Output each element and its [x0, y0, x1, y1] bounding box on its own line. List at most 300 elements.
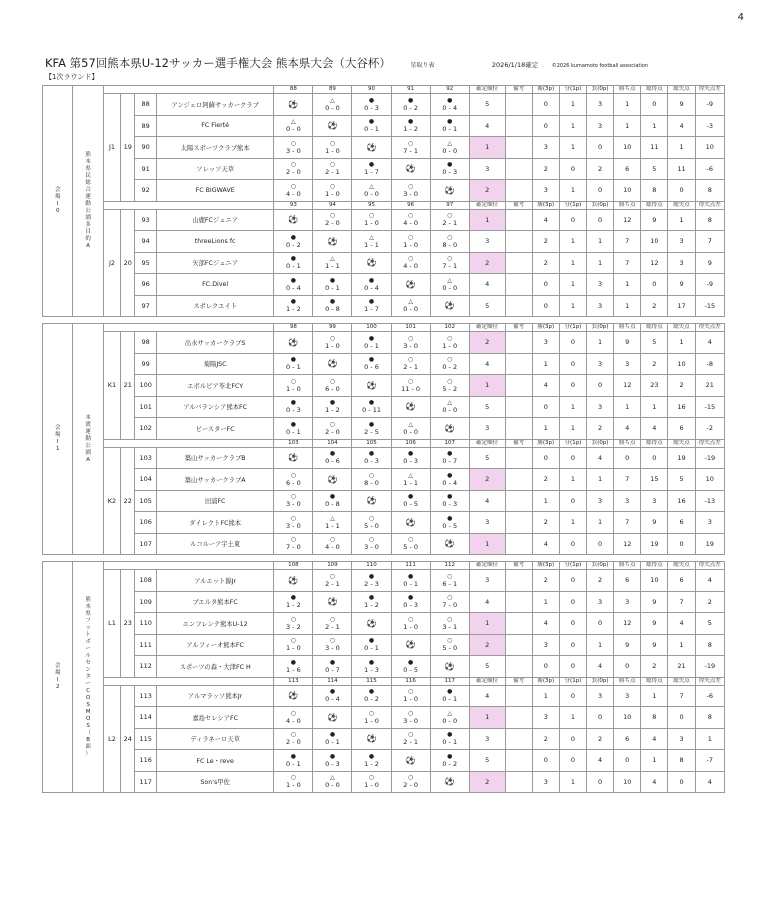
stat-gf: 4: [641, 728, 668, 750]
stat-w: 1: [532, 490, 559, 512]
stat-l: 2: [587, 158, 614, 180]
match-result: [274, 158, 313, 180]
stat-d: 1: [559, 137, 586, 159]
match-result: [391, 447, 430, 469]
stat-pts: 3: [614, 353, 641, 375]
match-result: [313, 512, 352, 534]
stat-gd: 8: [695, 209, 724, 231]
result-symbol: ○: [447, 615, 453, 623]
match-score: 4 - 0: [325, 543, 340, 552]
opponent-col-header: 89: [313, 86, 352, 94]
match-score: 6 - 0: [325, 384, 340, 393]
stat-pts: 7: [614, 252, 641, 274]
match-result: [430, 353, 469, 375]
stat-pts: 3: [614, 685, 641, 707]
stat-col-header: 負(0p): [587, 562, 614, 570]
result-symbol: ●: [408, 450, 414, 458]
stat-w: 0: [532, 447, 559, 469]
match-result: [391, 180, 430, 202]
result-symbol: ○: [329, 615, 336, 623]
stat-col-header: 確定順位: [469, 439, 505, 447]
stat-d: 0: [559, 570, 586, 592]
stat-ga: 7: [668, 685, 695, 707]
result-symbol: ○: [290, 731, 296, 739]
stat-col-header: 分(1p): [559, 86, 586, 94]
stat-pts: 12: [614, 613, 641, 635]
match-score: 0 - 1: [285, 427, 301, 436]
match-score: 0 - 1: [325, 283, 340, 292]
match-score: 2 - 0: [285, 738, 301, 747]
stat-gd: 3: [695, 512, 724, 534]
stat-gf: 2: [641, 353, 668, 375]
stat-w: 2: [532, 728, 559, 750]
stat-ga: 0: [668, 180, 695, 202]
match-score: 0 - 4: [442, 478, 458, 487]
opponent-col-header: 100: [352, 324, 391, 332]
stat-ga: 6: [668, 570, 695, 592]
stat-w: 1: [532, 353, 559, 375]
match-score: 5 - 0: [364, 521, 379, 530]
match-result: [352, 332, 391, 354]
stat-col-header: 総失点: [668, 324, 695, 332]
result-symbol: ○: [290, 536, 296, 544]
result-symbol: ○: [290, 774, 296, 782]
match-result: [391, 209, 430, 231]
team-name: アルバランシア熊本FC: [157, 396, 274, 418]
stat-d: 0: [559, 591, 586, 613]
match-score: 7 - 0: [442, 601, 458, 610]
team-row: [43, 158, 725, 180]
match-score: 0 - 7: [325, 665, 340, 674]
stat-ga: 1: [668, 137, 695, 159]
result-symbol: ○: [329, 161, 336, 169]
stat-d: 1: [559, 771, 586, 793]
team-number: 95: [135, 252, 157, 274]
opponent-col-header: 115: [352, 677, 391, 685]
match-result: [391, 332, 430, 354]
match-result: [391, 295, 430, 317]
stat-pts: 1: [614, 274, 641, 296]
result-symbol: ●: [368, 276, 375, 284]
stat-gf: 4: [641, 771, 668, 793]
match-score: 1 - 2: [325, 406, 340, 415]
final-rank: 5: [469, 656, 505, 678]
result-symbol: ●: [447, 450, 453, 458]
match-result: [274, 490, 313, 512]
stat-w: 4: [532, 533, 559, 555]
team-number: 104: [135, 469, 157, 491]
remarks: [505, 447, 532, 469]
team-name: FC Le・reve: [157, 750, 274, 772]
final-rank: 3: [469, 728, 505, 750]
self-match-icon: ⚽: [391, 274, 430, 296]
stat-w: 3: [532, 180, 559, 202]
group-header-row: [43, 201, 725, 209]
stat-ga: 1: [668, 332, 695, 354]
result-symbol: ●: [368, 96, 375, 104]
match-result: [313, 613, 352, 635]
self-match-icon: ⚽: [391, 750, 430, 772]
match-result: [391, 771, 430, 793]
stat-l: 0: [587, 209, 614, 231]
self-match-icon: ⚽: [352, 375, 391, 397]
match-score: 8 - 0: [364, 478, 379, 487]
opponent-col-header: 94: [313, 201, 352, 209]
match-score: 0 - 0: [442, 406, 458, 415]
match-score: 0 - 0: [442, 283, 458, 292]
stat-col-header: 確定順位: [469, 562, 505, 570]
result-symbol: ●: [329, 276, 336, 284]
league-label: J1: [103, 94, 120, 202]
match-result: [352, 94, 391, 116]
stat-ga: 9: [668, 274, 695, 296]
stat-col-header: 総得点: [641, 562, 668, 570]
result-symbol: ●: [368, 298, 375, 306]
remarks: [505, 158, 532, 180]
match-result: [274, 231, 313, 253]
match-result: [352, 750, 391, 772]
team-row: [43, 728, 725, 750]
result-symbol: ○: [368, 212, 375, 220]
stat-col-header: 勝(3p): [532, 86, 559, 94]
stat-w: 2: [532, 252, 559, 274]
match-result: [391, 656, 430, 678]
stat-l: 0: [587, 707, 614, 729]
stat-w: 0: [532, 115, 559, 137]
team-row: [43, 533, 725, 555]
team-row: [43, 656, 725, 678]
stat-gf: 10: [641, 231, 668, 253]
result-symbol: ●: [447, 514, 453, 522]
result-symbol: △: [330, 514, 335, 522]
final-rank: 4: [469, 490, 505, 512]
opponent-col-header: 88: [274, 86, 313, 94]
result-symbol: ●: [408, 493, 414, 501]
match-score: 0 - 0: [325, 781, 340, 790]
stat-d: 0: [559, 447, 586, 469]
match-score: 0 - 3: [403, 457, 418, 466]
stat-col-header: 負(0p): [587, 201, 614, 209]
match-score: 1 - 2: [403, 125, 418, 134]
result-symbol: △: [330, 96, 335, 104]
match-score: 7 - 1: [403, 146, 418, 155]
result-symbol: ○: [447, 356, 453, 364]
team-number: 105: [135, 490, 157, 512]
result-symbol: △: [447, 139, 453, 147]
stat-d: 1: [559, 295, 586, 317]
stat-gf: 4: [641, 418, 668, 440]
page-number: 4: [737, 12, 744, 23]
stat-gf: 8: [641, 707, 668, 729]
opponent-col-header: 113: [274, 677, 313, 685]
match-result: [352, 231, 391, 253]
stat-pts: 0: [614, 447, 641, 469]
match-result: [352, 158, 391, 180]
stat-col-header: 勝ち点: [614, 324, 641, 332]
stat-d: 1: [559, 115, 586, 137]
self-match-icon: ⚽: [274, 685, 313, 707]
result-symbol: ●: [408, 572, 414, 580]
opponent-col-header: 111: [391, 562, 430, 570]
stat-l: 2: [587, 570, 614, 592]
match-score: 7 - 1: [442, 262, 458, 271]
league-number: 24: [121, 685, 135, 793]
standings-table: [42, 85, 725, 793]
match-result: [430, 375, 469, 397]
match-result: [352, 656, 391, 678]
match-score: 5 - 0: [403, 543, 418, 552]
result-symbol: ●: [329, 298, 336, 306]
team-name: 太陽スポーツクラブ熊本: [157, 137, 274, 159]
stat-l: 3: [587, 274, 614, 296]
remarks: [505, 418, 532, 440]
match-score: 2 - 3: [364, 579, 379, 588]
match-result: [313, 332, 352, 354]
stat-l: 1: [587, 469, 614, 491]
opponent-col-header: 96: [391, 201, 430, 209]
match-score: 0 - 0: [403, 427, 418, 436]
stat-col-header: 勝ち点: [614, 439, 641, 447]
match-result: [274, 707, 313, 729]
stat-l: 3: [587, 685, 614, 707]
remarks: [505, 209, 532, 231]
stat-l: 2: [587, 418, 614, 440]
result-symbol: ●: [329, 688, 336, 696]
result-symbol: ○: [408, 356, 414, 364]
match-score: 4 - 0: [285, 189, 301, 198]
stat-pts: 6: [614, 570, 641, 592]
stat-gd: -13: [695, 490, 724, 512]
match-score: 0 - 6: [325, 457, 340, 466]
result-symbol: ○: [329, 182, 336, 190]
stat-pts: 6: [614, 728, 641, 750]
stat-gd: 10: [695, 137, 724, 159]
team-number: 110: [135, 613, 157, 635]
stat-d: 1: [559, 418, 586, 440]
result-symbol: ●: [290, 356, 296, 364]
stat-gd: -2: [695, 418, 724, 440]
stat-ga: 3: [668, 728, 695, 750]
result-symbol: ○: [447, 637, 453, 645]
result-symbol: ○: [408, 536, 414, 544]
stat-pts: 9: [614, 634, 641, 656]
result-symbol: ○: [368, 536, 375, 544]
stat-gf: 3: [641, 490, 668, 512]
result-symbol: ●: [368, 572, 375, 580]
stat-d: 0: [559, 375, 586, 397]
match-result: [313, 375, 352, 397]
match-result: [274, 252, 313, 274]
stat-ga: 0: [668, 771, 695, 793]
result-symbol: ●: [447, 118, 453, 126]
match-result: [391, 137, 430, 159]
match-score: 0 - 3: [364, 103, 379, 112]
stat-pts: 3: [614, 591, 641, 613]
stat-pts: 1: [614, 115, 641, 137]
match-score: 0 - 1: [285, 759, 301, 768]
match-result: [391, 252, 430, 274]
match-result: [274, 396, 313, 418]
result-symbol: ○: [368, 471, 375, 479]
result-symbol: ○: [408, 774, 414, 782]
remarks: [505, 94, 532, 116]
match-result: [391, 728, 430, 750]
stat-gf: 1: [641, 685, 668, 707]
team-name: Son's甲佐: [157, 771, 274, 793]
team-row: [43, 375, 725, 397]
league-label: J2: [103, 209, 120, 317]
stat-col-header: 総得点: [641, 677, 668, 685]
match-score: 0 - 4: [364, 283, 379, 292]
remarks: [505, 375, 532, 397]
match-result: [430, 231, 469, 253]
match-result: [391, 375, 430, 397]
result-symbol: ●: [290, 233, 296, 241]
opponent-col-header: 101: [391, 324, 430, 332]
match-score: 0 - 1: [442, 125, 458, 134]
team-name: アルマラッソ熊本Jr: [157, 685, 274, 707]
team-name: アンジェロ阿蘇サッカークラブ: [157, 94, 274, 116]
result-symbol: ●: [329, 493, 336, 501]
opponent-col-header: 108: [274, 562, 313, 570]
team-number: 107: [135, 533, 157, 555]
match-result: [430, 396, 469, 418]
result-symbol: ○: [290, 514, 296, 522]
self-match-icon: ⚽: [430, 656, 469, 678]
opponent-col-header: 116: [391, 677, 430, 685]
match-score: 1 - 1: [403, 478, 418, 487]
stat-l: 3: [587, 591, 614, 613]
stat-col-header: 勝ち点: [614, 677, 641, 685]
team-number: 108: [135, 570, 157, 592]
final-rank: 2: [469, 634, 505, 656]
team-row: [43, 707, 725, 729]
stat-d: 1: [559, 252, 586, 274]
final-rank: 5: [469, 94, 505, 116]
match-result: [391, 469, 430, 491]
match-score: 0 - 1: [325, 738, 340, 747]
result-symbol: ●: [368, 356, 375, 364]
match-score: 6 - 1: [442, 579, 458, 588]
team-name: ビースターFC: [157, 418, 274, 440]
team-number: 97: [135, 295, 157, 317]
team-number: 101: [135, 396, 157, 418]
match-result: [430, 332, 469, 354]
stat-gd: 5: [695, 613, 724, 635]
match-score: 1 - 0: [325, 341, 340, 350]
team-number: 93: [135, 209, 157, 231]
stat-col-header: 勝(3p): [532, 439, 559, 447]
stat-ga: 10: [668, 353, 695, 375]
result-symbol: ○: [290, 139, 296, 147]
result-symbol: △: [447, 399, 453, 407]
result-symbol: △: [369, 233, 374, 241]
stat-col-header: 総失点: [668, 201, 695, 209]
stat-l: 1: [587, 634, 614, 656]
match-score: 0 - 1: [364, 125, 379, 134]
stat-gd: 8: [695, 180, 724, 202]
match-result: [313, 274, 352, 296]
match-score: 0 - 4: [325, 695, 340, 704]
match-score: 3 - 0: [364, 543, 379, 552]
result-symbol: ○: [408, 709, 414, 717]
match-result: [313, 447, 352, 469]
match-score: 0 - 2: [442, 759, 458, 768]
stat-gf: 9: [641, 512, 668, 534]
stat-col-header: 得失点差: [695, 86, 724, 94]
final-rank: 5: [469, 447, 505, 469]
stat-col-header: 総得点: [641, 324, 668, 332]
result-symbol: ●: [290, 255, 296, 263]
match-score: 1 - 0: [442, 341, 458, 350]
result-symbol: ○: [447, 255, 453, 263]
match-result: [274, 418, 313, 440]
match-result: [430, 490, 469, 512]
opponent-col-header: 93: [274, 201, 313, 209]
stat-pts: 1: [614, 94, 641, 116]
final-rank: 2: [469, 771, 505, 793]
stat-w: 0: [532, 295, 559, 317]
team-row: [43, 137, 725, 159]
match-score: 0 - 1: [403, 579, 418, 588]
result-symbol: ○: [290, 615, 296, 623]
team-row: [43, 94, 725, 116]
stat-col-header: 総失点: [668, 86, 695, 94]
result-symbol: ○: [447, 594, 453, 602]
self-match-icon: ⚽: [274, 332, 313, 354]
stat-col-header: 勝(3p): [532, 324, 559, 332]
stat-col-header: 分(1p): [559, 562, 586, 570]
stat-d: 0: [559, 634, 586, 656]
opponent-col-header: 99: [313, 324, 352, 332]
result-symbol: ○: [368, 514, 375, 522]
final-rank: 3: [469, 512, 505, 534]
opponent-col-header: 107: [430, 439, 469, 447]
match-result: [352, 469, 391, 491]
stat-l: 3: [587, 353, 614, 375]
result-symbol: ○: [329, 334, 336, 342]
remarks: [505, 771, 532, 793]
team-name: FC BIGWAVE: [157, 180, 274, 202]
match-result: [313, 685, 352, 707]
team-row: [43, 115, 725, 137]
match-score: 1 - 0: [403, 695, 418, 704]
match-result: [430, 447, 469, 469]
result-symbol: ●: [447, 471, 453, 479]
match-result: [274, 613, 313, 635]
stat-l: 3: [587, 115, 614, 137]
stat-col-header: 総失点: [668, 677, 695, 685]
stat-d: 1: [559, 180, 586, 202]
self-match-icon: ⚽: [430, 295, 469, 317]
match-score: 3 - 2: [285, 622, 301, 631]
final-rank: 1: [469, 613, 505, 635]
stat-col-header: 勝(3p): [532, 677, 559, 685]
result-symbol: ○: [408, 182, 414, 190]
league-number: 21: [121, 332, 135, 440]
stat-w: 4: [532, 613, 559, 635]
opponent-col-header: 91: [391, 86, 430, 94]
result-symbol: ●: [329, 752, 336, 760]
league-number: 19: [121, 94, 135, 202]
match-result: [430, 115, 469, 137]
match-score: 1 - 0: [325, 146, 340, 155]
match-result: [391, 533, 430, 555]
remarks: [505, 332, 532, 354]
match-score: 1 - 0: [364, 781, 379, 790]
opponent-col-header: 105: [352, 439, 391, 447]
stat-w: 0: [532, 396, 559, 418]
